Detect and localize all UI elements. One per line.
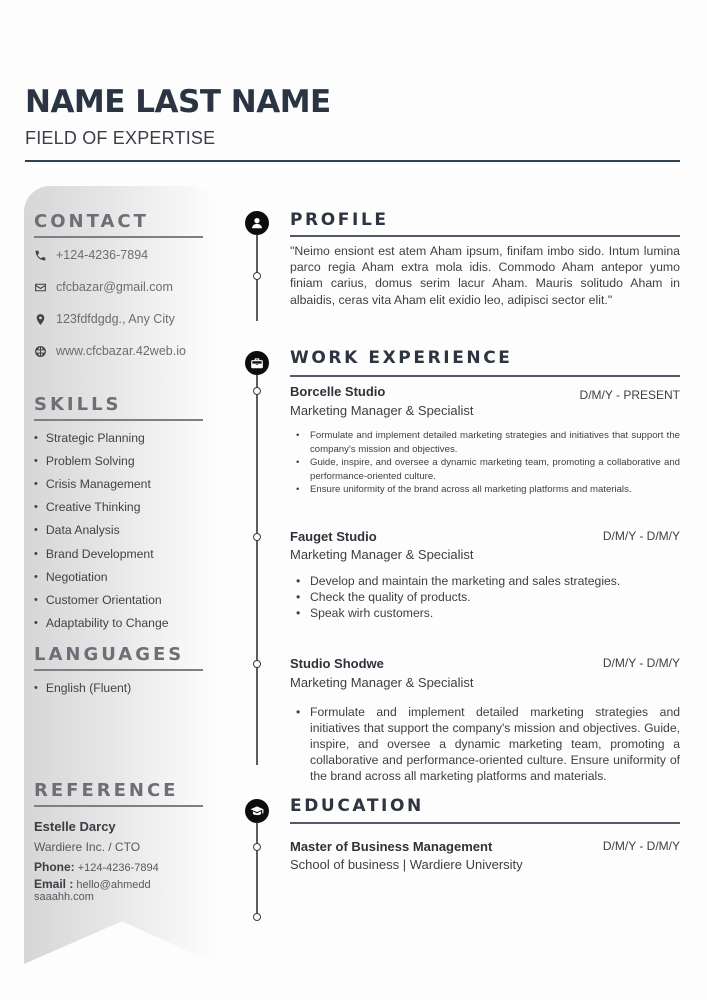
skill-item: • Brand Development <box>34 542 204 565</box>
education-divider <box>290 822 680 824</box>
skills-section <box>34 394 204 635</box>
contact-address <box>34 312 175 326</box>
timeline-dot <box>253 272 261 280</box>
skill-item: • Strategic Planning <box>34 426 204 449</box>
job-bullet: • Ensure uniformity of the brand across all marketing platforms and materials. <box>296 483 680 497</box>
reference-role: Wardiere Inc. / CTO <box>34 840 141 854</box>
skill-item: • Problem Solving <box>34 449 204 472</box>
contact-title: CONTACT <box>34 211 149 232</box>
location-pin-icon <box>34 313 47 326</box>
work-experience-divider <box>290 375 680 377</box>
job-bullets <box>296 429 680 497</box>
job-bullet: • Develop and maintain the marketing and sales strategies. <box>296 573 680 589</box>
contact-section <box>34 211 204 238</box>
job-role: Marketing Manager & Specialist <box>290 675 474 690</box>
contact-phone-text: +124-4236-7894 <box>56 248 149 262</box>
languages-list <box>34 676 204 699</box>
mail-icon <box>34 281 47 294</box>
reference-section <box>34 780 204 903</box>
job-bullet: • Speak wirh customers. <box>296 605 680 621</box>
job-company: Studio Shodwe <box>290 656 384 671</box>
timeline-dot <box>253 533 261 541</box>
job-company: Fauget Studio <box>290 529 377 544</box>
profile-text: "Neimo ensiont est atem Aham ipsum, finifam imbo sido. Intum lumina parco regia Aham extra mola idis. Commodo Aham antepor yumo finiam carius, domus serim lacur Aham. Mauris solitudo Aham in albaidis, ceras vita Aham elit exidio leo, adipisci sector elit." <box>290 244 680 307</box>
skills-title: SKILLS <box>34 394 122 415</box>
skill-item: • Customer Orientation <box>34 588 204 611</box>
contact-address-text: 123fdfdgdg., Any City <box>56 312 175 326</box>
reference-divider <box>34 805 203 807</box>
field-of-expertise: FIELD OF EXPERTISE <box>25 128 216 148</box>
education-date: D/M/Y - D/M/Y <box>602 839 680 853</box>
languages-divider <box>34 669 203 671</box>
job-bullet: • Check the quality of products. <box>296 589 680 605</box>
skill-item: • Creative Thinking <box>34 496 204 519</box>
reference-phone-label: Phone: <box>34 860 75 874</box>
profile-title: PROFILE <box>290 210 389 230</box>
skills-list <box>34 426 204 635</box>
contact-phone <box>34 248 148 262</box>
languages-section <box>34 644 204 699</box>
job-role: Marketing Manager & Specialist <box>290 547 474 562</box>
reference-email <box>34 877 204 903</box>
briefcase-icon <box>245 351 269 375</box>
job-bullet: • Formulate and implement detailed marketing strategies and initiatives that support the company's mission and objectives. Guide, inspire, and oversee a dynamic marketing team, promoting a collaborative and performance-oriented culture. Ensure uniformity of the brand across all marketing platforms and materials. <box>296 704 680 784</box>
skill-item: • Crisis Management <box>34 472 204 495</box>
contact-email <box>34 280 173 294</box>
timeline-dot <box>253 843 261 851</box>
resume-name: NAME LAST NAME <box>25 84 331 120</box>
contact-divider <box>34 236 203 238</box>
timeline-dot <box>253 660 261 668</box>
job-date: D/M/Y - D/M/Y <box>602 529 680 543</box>
reference-phone-value: +124-4236-7894 <box>77 862 159 874</box>
language-item: • English (Fluent) <box>34 676 204 699</box>
languages-title: LANGUAGES <box>34 644 185 665</box>
reference-title: REFERENCE <box>34 780 179 801</box>
job-bullet: • Formulate and implement detailed marketing strategies and initiatives that support the company's mission and objectives. <box>296 429 680 456</box>
skill-item: • Data Analysis <box>34 519 204 542</box>
contact-website <box>34 344 186 358</box>
education-title: EDUCATION <box>290 796 424 816</box>
timeline-line <box>256 363 258 765</box>
timeline-dot <box>253 913 261 921</box>
header-divider <box>25 160 680 162</box>
profile-user-icon <box>245 211 269 235</box>
skill-item: • Adaptability to Change <box>34 612 204 635</box>
job-bullets <box>296 704 680 784</box>
phone-icon <box>34 249 47 262</box>
timeline-line <box>256 811 258 915</box>
job-date: D/M/Y - D/M/Y <box>602 656 680 670</box>
graduation-cap-icon <box>245 799 269 823</box>
globe-icon <box>34 345 47 358</box>
contact-website-text: www.cfcbazar.42web.io <box>56 344 186 358</box>
reference-name: Estelle Darcy <box>34 819 116 834</box>
education-school: School of business | Wardiere University <box>290 857 523 872</box>
job-bullets <box>296 573 680 621</box>
profile-divider <box>290 235 680 237</box>
skills-divider <box>34 419 203 421</box>
job-company: Borcelle Studio <box>290 384 386 399</box>
job-date: D/M/Y - PRESENT <box>579 388 680 402</box>
job-bullet: • Guide, inspire, and oversee a dynamic marketing team, promoting a collaborative and performance-oriented culture. <box>296 456 680 483</box>
reference-email-value: hello@ahmedd saaahh.com <box>34 879 151 903</box>
reference-phone <box>34 860 204 874</box>
reference-email-label: Email : <box>34 877 74 891</box>
work-experience-title: WORK EXPERIENCE <box>290 348 513 368</box>
skill-item: • Negotiation <box>34 565 204 588</box>
timeline-dot <box>253 387 261 395</box>
contact-email-text: cfcbazar@gmail.com <box>56 280 173 294</box>
job-role: Marketing Manager & Specialist <box>290 403 474 418</box>
education-degree: Master of Business Management <box>290 839 493 854</box>
